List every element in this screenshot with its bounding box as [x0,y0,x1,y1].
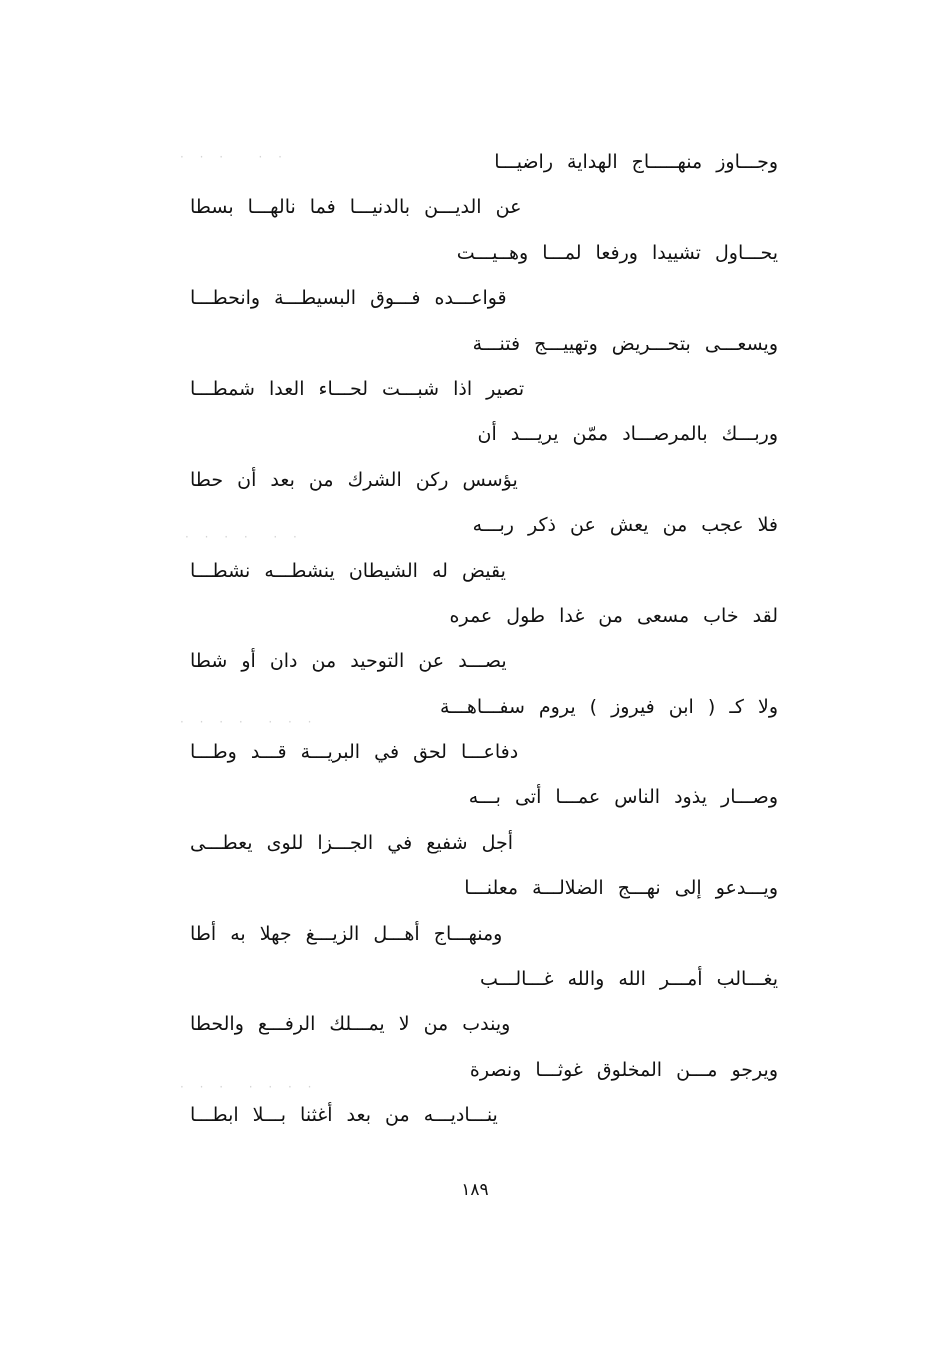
poem-line: يؤسس ركن الشرك من بعد أن حطا [190,468,518,491]
page-number: ١٨٩ [461,1180,489,1200]
poem-line: لقد خاب مسعى من غدا طول عمره [449,604,778,627]
poem-line: يقيض له الشيطان ينشطـــه نشطـــا [190,559,506,582]
poem-line: دفاعـــا لحق في البريـــة قـــد وطـــا [190,741,519,764]
poem-line: فلا عجب من يعش عن ذكر ربـــه [472,514,778,537]
poem-line: ينـــاديـــه من بعد أغثنا بـــلا ابطـــا [190,1104,498,1127]
poem-line: وصـــار يذود الناس عمـــا أتى بـــه [468,786,778,809]
bleed-through-marks: · · · · · · [185,530,303,544]
poem-line: ولا كـ ( ابن فيروز ) يروم سفـــاهـــة [439,695,778,718]
bleed-through-marks: · · · · · · · [180,1080,318,1094]
poem-line: يصـــد عن التوحيد من دان أو شطا [190,650,507,673]
poem-line: ويندب من لا يمـــلك الرفـــع والحطا [190,1013,511,1036]
poem-body [190,140,778,1139]
bleed-through-marks: · · · · · · · [180,715,318,729]
poem-line: ويـــدعو إلى نهـــج الضلالـــة معلنـــا [464,877,778,900]
poem-line: وجـــاوز منهـــــاج الهداية راضيـــا [494,151,778,173]
poem-line: عن الديـــن بالدنيـــا فما نالهـــا بسطا [190,196,522,219]
poem-line: تصير اذا شبـــت لحـــاء العدا شمطـــا [190,377,525,400]
poem-line: ويسعـــى بتحـــريض وتهييـــج فتنـــة [472,332,778,355]
poem-line: ومنهـــاج أهـــل الزيـــغ جهلا به أطا [190,922,503,945]
poem-line: يغـــالب أمـــر الله والله غـــالـــب [479,968,778,991]
poem-line: أجل شفيع في الجـــزا للوى يعطـــى [190,831,514,854]
poem-line: قواعـــده فـــوق البسيطـــة وانحطـــا [190,287,507,310]
poem-line: وربـــك بالمرصـــاد ممّن يريـــد أن [477,423,778,446]
poem-line: يحـــاول تشييدا ورفعا لمـــا وهــيـــت [456,241,778,264]
bleed-through-marks: · · · · · [180,150,288,164]
poem-line: ويرجو مـــن المخلوق غوثـــا ونصرة [469,1058,778,1081]
